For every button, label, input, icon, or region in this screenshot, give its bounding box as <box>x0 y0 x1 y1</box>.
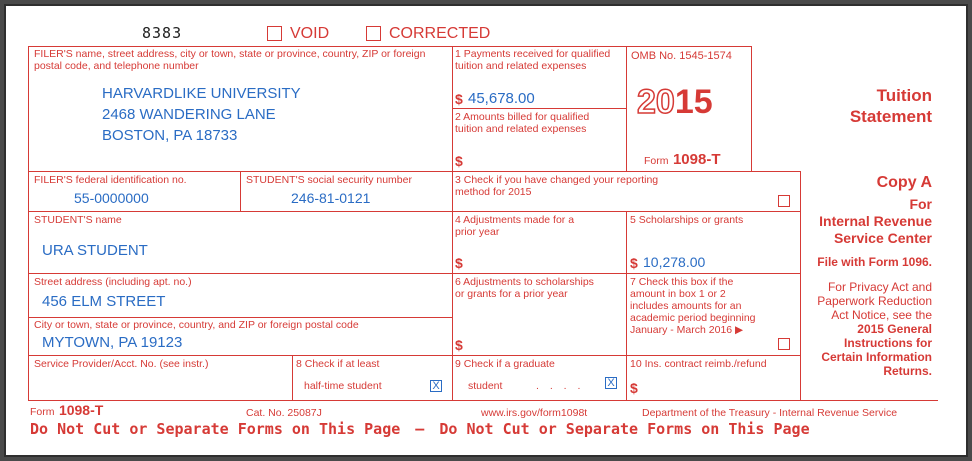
box10-dollar: $ <box>630 380 638 396</box>
grid-line <box>28 171 800 172</box>
grid-line <box>28 211 800 212</box>
grid-line <box>28 46 29 400</box>
fed-id-value: 55-0000000 <box>74 190 149 206</box>
title-line-1: Tuition <box>876 86 932 105</box>
box5-label: 5 Scholarships or grants <box>630 214 744 226</box>
grid-line <box>28 355 800 356</box>
box2-label: 2 Amounts billed for qualified tuition and related expenses <box>455 111 590 135</box>
box8-checkbox[interactable]: X <box>430 380 442 392</box>
box7-checkbox[interactable] <box>778 338 790 350</box>
filer-city: BOSTON, PA 18733 <box>102 127 238 144</box>
grid-line <box>28 273 800 274</box>
omb-number: OMB No. 1545-1574 <box>631 50 732 62</box>
box10-label: 10 Ins. contract reimb./refund <box>630 358 767 370</box>
treasury-dept: Department of the Treasury - Internal Revenue Service <box>642 407 898 419</box>
city-label: City or town, state or province, country, and ZIP or foreign postal code <box>34 319 359 331</box>
form-name: 1098-T <box>58 402 104 418</box>
irs-url: www.irs.gov/form1098t <box>481 407 588 419</box>
box3-label: 3 Check if you have changed your reporting method for 2015 <box>455 174 659 198</box>
grid-line <box>28 400 938 401</box>
box3-checkbox[interactable] <box>778 195 790 207</box>
box6-label: 6 Adjustments to scholarships or grants for a prior year <box>455 276 594 300</box>
city-value: MYTOWN, PA 19123 <box>42 334 183 351</box>
copy-for: For <box>909 196 932 212</box>
grid-line <box>751 46 752 171</box>
form-prefix: Form <box>644 155 669 167</box>
notice-line: 2015 General <box>857 322 932 336</box>
form-id-footer <box>30 402 103 420</box>
box1-dollar: $ <box>455 91 463 107</box>
box1-label: 1 Payments received for qualified tuition and related expenses <box>455 48 611 72</box>
box4-label: 4 Adjustments made for a prior year <box>455 214 575 238</box>
void-checkbox[interactable] <box>267 26 282 41</box>
grid-line <box>800 171 801 400</box>
box6-dollar: $ <box>455 337 463 353</box>
tax-year <box>637 84 713 120</box>
ssn-value: 246-81-0121 <box>291 190 371 206</box>
student-name-label: STUDENT'S name <box>34 214 122 226</box>
tax-year-outline: 20 <box>637 83 675 121</box>
cut-warning-dash: — <box>415 420 425 438</box>
ssn-label: STUDENT'S social security number <box>246 174 412 186</box>
notice-line: For Privacy Act and <box>827 280 932 294</box>
notice-line: Paperwork Reduction <box>817 294 932 308</box>
acct-label: Service Provider/Acct. No. (see instr.) <box>34 358 209 370</box>
irs-line-2: Service Center <box>833 230 932 246</box>
box5-value: 10,278.00 <box>643 254 706 270</box>
control-number: 8383 <box>142 24 183 42</box>
filer-label: FILER'S name, street address, city or town, state or province, country, ZIP or foreign postal code, and telephone number <box>34 48 426 72</box>
cut-warning <box>30 420 810 438</box>
tax-year-bold: 15 <box>674 83 713 121</box>
box8-label-1: 8 Check if at least <box>296 358 380 370</box>
grid-line <box>626 46 627 171</box>
copy-label: Copy A <box>876 174 932 191</box>
form-prefix: Form <box>30 406 55 418</box>
cut-warning-text: Do Not Cut or Separate Forms on This Page <box>30 420 401 438</box>
grid-line <box>240 171 241 211</box>
grid-line <box>292 355 293 400</box>
form-id-top <box>644 151 720 169</box>
cat-number: Cat. No. 25087J <box>246 407 322 419</box>
corrected-label: CORRECTED <box>389 25 491 42</box>
box9-label-2: student <box>468 380 503 392</box>
notice-line: Returns. <box>883 364 932 378</box>
box2-dollar: $ <box>455 153 463 169</box>
grid-line <box>452 46 453 400</box>
irs-line-1: Internal Revenue <box>819 213 932 229</box>
box4-dollar: $ <box>455 255 463 271</box>
street-label: Street address (including apt. no.) <box>34 276 192 288</box>
box9-dots: . . . . <box>536 380 585 392</box>
grid-line <box>28 317 452 318</box>
file-with: File with Form 1096. <box>817 255 932 269</box>
notice-line: Certain Information <box>821 350 932 364</box>
box9-label-1: 9 Check if a graduate <box>455 358 555 370</box>
grid-line <box>452 108 626 109</box>
filer-street: 2468 WANDERING LANE <box>102 106 276 123</box>
fed-id-label: FILER'S federal identification no. <box>34 174 187 186</box>
grid-line <box>28 46 751 47</box>
void-label: VOID <box>290 25 330 42</box>
box9-checkbox[interactable]: X <box>605 377 617 389</box>
notice-line: Instructions for <box>843 336 932 350</box>
notice-line: Act Notice, see the <box>831 308 932 322</box>
corrected-checkbox[interactable] <box>366 26 381 41</box>
grid-line <box>626 211 627 400</box>
box8-label-2: half-time student <box>304 380 382 392</box>
form-paper <box>4 4 968 457</box>
cut-warning-text: Do Not Cut or Separate Forms on This Page <box>439 420 810 438</box>
box7-label: 7 Check this box if the amount in box 1 or 2 includes amounts for an academic period beginning January - March 2016 ▶ <box>630 276 756 336</box>
filer-name: HARVARDLIKE UNIVERSITY <box>102 85 301 102</box>
box5-dollar: $ <box>630 255 638 271</box>
box1-value: 45,678.00 <box>468 90 535 107</box>
notice-block <box>817 280 932 378</box>
street-value: 456 ELM STREET <box>42 293 166 310</box>
form-name: 1098-T <box>672 151 721 168</box>
student-name-value: URA STUDENT <box>42 242 148 259</box>
title-line-2: Statement <box>849 107 932 126</box>
